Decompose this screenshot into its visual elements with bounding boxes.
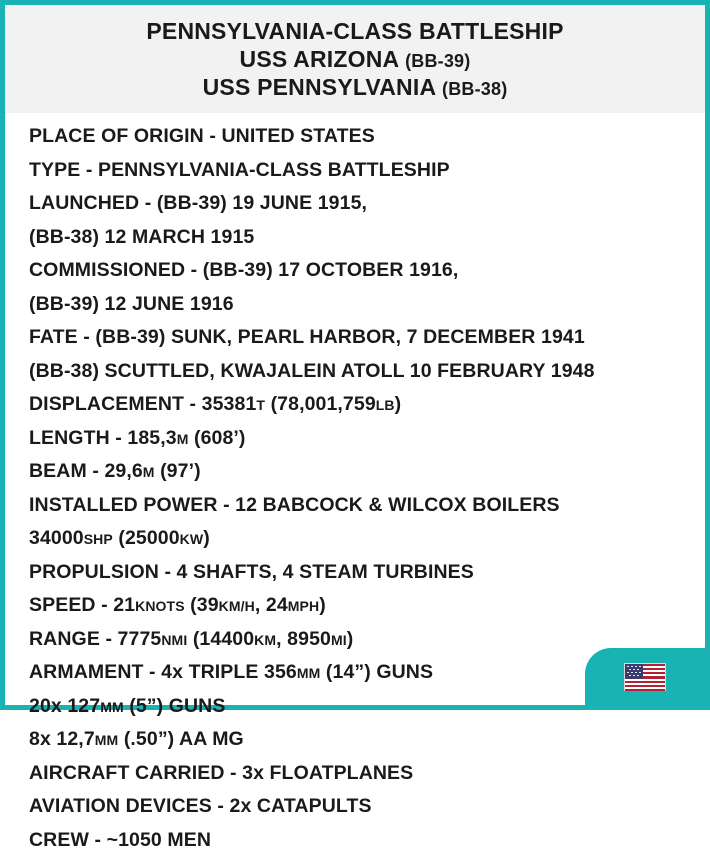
spec-text: SPEED - 21 [29, 594, 136, 617]
spec-text: INSTALLED POWER - 12 BABCOCK & WILCOX BOILERS [29, 493, 560, 516]
spec-unit: SHP [83, 531, 113, 548]
spec-row [29, 292, 705, 315]
spec-text: , 24 [254, 594, 288, 617]
spec-row-speed [29, 596, 705, 616]
spec-text: 8x 12,7 [29, 728, 95, 751]
spec-unit: NMI [161, 631, 188, 648]
spec-unit: T [256, 397, 266, 414]
title-line-class: PENNSYLVANIA-CLASS BATTLESHIP [146, 18, 564, 44]
spec-row [29, 225, 705, 248]
flag-canton [625, 664, 643, 679]
spec-text: (39 [184, 594, 219, 617]
spec-unit: MM [296, 665, 321, 682]
spec-text: (BB-38) 12 MARCH 1915 [29, 225, 255, 248]
spec-row-beam [29, 462, 705, 482]
spec-text: DISPLACEMENT - 35381 [29, 393, 257, 416]
spec-row-length [29, 426, 705, 449]
title-arizona-name: USS ARIZONA [239, 46, 406, 73]
spec-unit: KM [254, 631, 277, 648]
spec-text: (25000 [112, 527, 180, 550]
spec-unit: KM/H [218, 598, 255, 615]
spec-text: (.50”) AA MG [118, 728, 244, 751]
flag-badge [585, 648, 705, 705]
spec-text: (BB-38) SCUTTLED, KWAJALEIN ATOLL 10 FEBRUARY 1948 [29, 359, 595, 382]
spec-unit: KNOTS [135, 598, 185, 615]
spec-text: ) [203, 527, 210, 550]
spec-text: LENGTH - 185,3 [29, 426, 177, 449]
spec-text: BEAM - 29,6 [29, 460, 143, 483]
spec-row-power-output [29, 529, 705, 549]
spec-row [29, 359, 705, 382]
spec-text: (78,001,759 [265, 393, 376, 416]
spec-row-displacement [29, 395, 705, 415]
spec-row-aa-mg [29, 730, 705, 750]
spec-text: (97’) [154, 460, 201, 483]
spec-text: (14”) GUNS [320, 661, 434, 684]
spec-row [29, 328, 705, 348]
spec-row [29, 158, 705, 181]
spec-text: FATE - (BB-39) SUNK, PEARL HARBOR, 7 DECEMBER 1941 [29, 326, 585, 349]
spec-text: ) [319, 594, 326, 617]
spec-text: (5”) GUNS [123, 694, 226, 717]
spec-text: 34000 [29, 527, 84, 550]
spec-text: LAUNCHED - (BB-39) 19 JUNE 1915, [29, 192, 368, 215]
title-line-pennsylvania [15, 73, 695, 101]
spec-row-range [29, 627, 705, 650]
spec-row-aircraft [29, 761, 705, 784]
spec-text: PROPULSION - 4 SHAFTS, 4 STEAM TURBINES [29, 560, 474, 583]
spec-unit: LB [375, 397, 395, 414]
spec-row-propulsion [29, 560, 705, 583]
spec-unit: KW [179, 531, 204, 548]
title-pennsylvania-name: USS PENNSYLVANIA [202, 74, 442, 101]
spec-row-power [29, 493, 705, 516]
spec-text: (14400 [187, 627, 255, 650]
spec-text: CREW - ~1050 MEN [29, 828, 212, 851]
title-block [5, 5, 705, 113]
spec-unit: MM [100, 698, 124, 715]
spec-text: 20x 127 [29, 694, 101, 717]
spec-text: ) [394, 393, 402, 416]
spec-text: ) [346, 627, 354, 650]
spec-text: AIRCRAFT CARRIED - 3x FLOATPLANES [29, 761, 414, 784]
spec-text: ARMAMENT - 4x TRIPLE 356 [29, 661, 297, 684]
spec-unit: MI [330, 631, 347, 648]
spec-row-crew [29, 828, 705, 851]
title-arizona-hull: (BB-39) [405, 51, 471, 72]
spec-text: (608’) [188, 426, 246, 449]
title-line-arizona [15, 45, 695, 73]
spec-text: RANGE - 7775 [29, 627, 162, 650]
spec-text: TYPE - PENNSYLVANIA-CLASS BATTLESHIP [29, 158, 450, 181]
spec-unit: M [176, 430, 189, 447]
title-pennsylvania-hull: (BB-38) [442, 79, 508, 100]
spec-text: AVIATION DEVICES - 2x CATAPULTS [29, 795, 372, 818]
spec-text: PLACE OF ORIGIN - UNITED STATES [29, 125, 375, 148]
spec-text: COMMISSIONED - (BB-39) 17 OCTOBER 1916, [29, 259, 459, 282]
spec-row [29, 194, 705, 214]
spec-row-aviation [29, 797, 705, 817]
spec-text: (BB-39) 12 JUNE 1916 [29, 292, 234, 315]
spec-text: , 8950 [276, 627, 331, 650]
spec-unit: MM [94, 732, 119, 749]
spec-unit: MPH [287, 598, 320, 615]
specification-list [5, 113, 705, 850]
spec-unit: M [142, 464, 155, 481]
spec-row [29, 127, 705, 147]
united-states-flag-icon [624, 663, 666, 691]
spec-row [29, 261, 705, 281]
